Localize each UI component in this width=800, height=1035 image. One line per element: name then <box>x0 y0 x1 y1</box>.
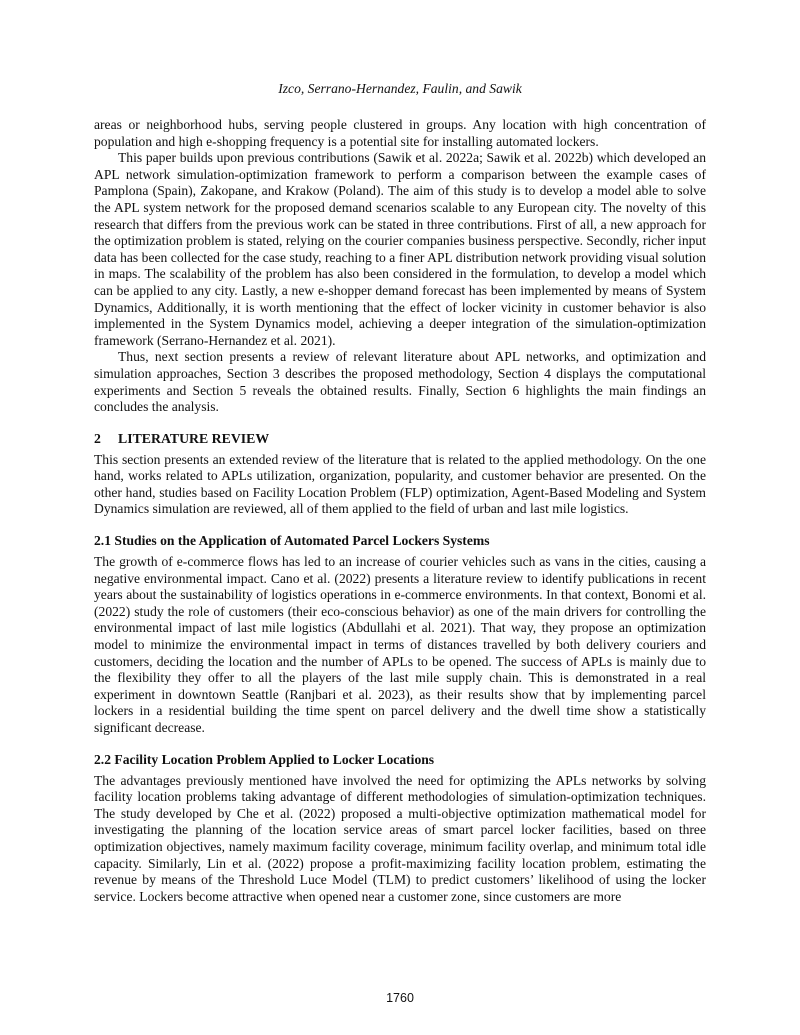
running-head: Izco, Serrano-Hernandez, Faulin, and Sawik <box>278 81 522 96</box>
page-number: 1760 <box>386 991 414 1005</box>
section-2-1-paragraph: The growth of e-commerce flows has led to an increase of courier vehicles such as vans in the cities, causing a negative environmental impact. Cano et al. (2022) presents a literature review to identify publications in recent years about the sustainability of logistics operations in e-commerce environments. In that context, Bonomi et al. (2022) study the role of customers (their eco-conscious behavior) as one of the main drivers for controlling the environmental impact of last mile logistics (Abdullahi et al. 2021). That way, they propose an optimization model to minimize the environmental impact in terms of distances travelled by both delivery couriers and customers, deciding the location and the number of APLs to be opened. The success of APLs is mainly due to the flexibility they offer to all the players of the last mile supply chain. This is demonstrated in a real experiment in downtown Seattle (Ranjbari et al. 2023), as their results show that by implementing parcel lockers in a residential building the time spent on parcel delivery and the dwell time show a statistically significant decrease. <box>94 554 706 735</box>
intro-paragraph-2: This paper builds upon previous contributions (Sawik et al. 2022a; Sawik et al. 2022b) which developed an APL network simulation-optimization framework to perform a comparison between the example cases of Pamplona (Spain), Zakopane, and Krakow (Poland). The aim of this study is to develop a model able to solve the APL system network for the proposed demand scenarios scalable to any European city. The novelty of this research that differs from the previous work can be stated in three contributions. First of all, a new approach for the optimization problem is stated, relying on the courier companies business perspective. Secondly, richer input data has been collected for the case study, reaching to a finer APL distribution network providing visual solution in maps. The scalability of the problem has also been considered in the formulation, to develop a model which can be applied to any city. Lastly, a new e-shopper demand forecast has been implemented by means of System Dynamics, Additionally, it is worth mentioning that the effect of locker vicinity in customer behavior is also implemented in the System Dynamics model, achieving a deeper integration of the simulation-optimization framework (Serrano-Hernandez et al. 2021). <box>94 150 706 348</box>
section-2-heading <box>94 430 706 447</box>
section-2-2-paragraph: The advantages previously mentioned have involved the need for optimizing the APLs networks by solving facility location problems taking advantage of different methodologies of simulation-optimization techniques. The study developed by Che et al. (2022) proposed a multi-objective optimization mathematical model for investigating the planning of the location service areas of smart parcel locker facilities, based on three optimization objectives, namely maximum facility coverage, minimum facility overlap, and minimum total idle capacity. Similarly, Lin et al. (2022) propose a profit-maximizing facility location problem, estimating the revenue by means of the Threshold Luce Model (TLM) to predict customers’ likelihood of using the locker service. Lockers become attractive when opened near a customer zone, since customers are more <box>94 772 706 904</box>
intro-paragraph-3: Thus, next section presents a review of relevant literature about APL networks, and optimization and simulation approaches, Section 3 describes the proposed methodology, Section 4 displays the computational experiments and Section 5 reveals the obtained results. Finally, Section 6 highlights the main findings an concludes the analysis. <box>94 349 706 415</box>
section-2-paragraph: This section presents an extended review of the literature that is related to the applied methodology. On the one hand, works related to APLs utilization, organization, popularity, and customer behavior are presented. On the other hand, studies based on Facility Location Problem (FLP) optimization, Agent-Based Modeling and System Dynamics simulation are reviewed, all of them applied to the field of urban and last mile logistics. <box>94 451 706 517</box>
section-2-1-heading: 2.1 Studies on the Application of Automated Parcel Lockers Systems <box>94 533 490 549</box>
page-body <box>94 117 706 905</box>
intro-paragraph-1: areas or neighborhood hubs, serving people clustered in groups. Any location with high concentration of population and high e-shopping frequency is a potential site for installing automated lockers. <box>94 117 706 149</box>
section-2-number: 2 <box>94 430 101 446</box>
section-2-title: LITERATURE REVIEW <box>118 430 270 446</box>
section-2-2-heading: 2.2 Facility Location Problem Applied to Locker Locations <box>94 751 435 767</box>
